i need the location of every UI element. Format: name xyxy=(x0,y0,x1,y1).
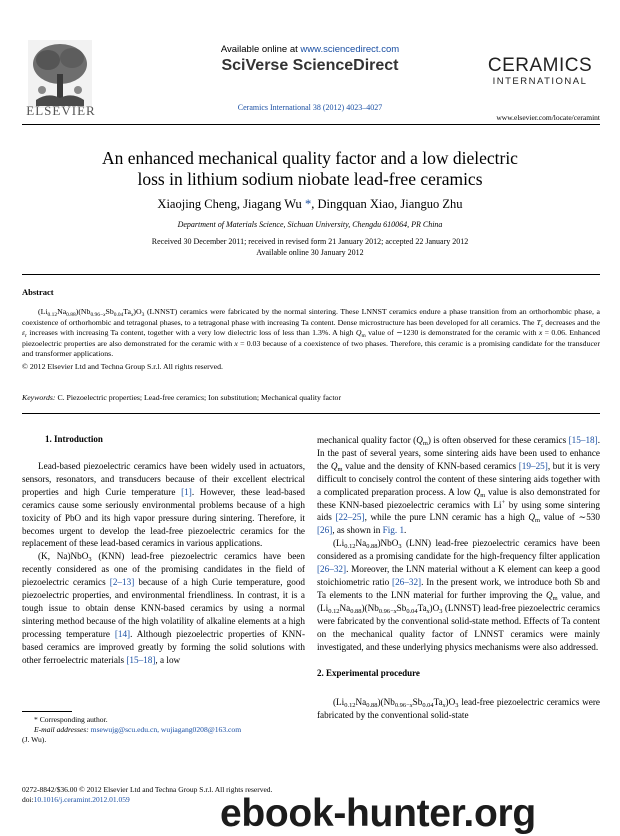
affiliation: Department of Materials Science, Sichuan University, Chengdu 610064, PR China xyxy=(177,220,443,229)
ref-link[interactable]: [19–25] xyxy=(518,460,548,471)
abstract-bottom-rule xyxy=(22,413,600,414)
abstract-heading: Abstract xyxy=(22,287,54,297)
abstract-top-rule xyxy=(22,274,600,275)
issn-doi: 0272-8842/$36.00 © 2012 Elsevier Ltd and Techna Group S.r.l. All rights reserved. doi:10.1016/j.ceramint.2012.01.059 xyxy=(22,785,273,804)
article-title: An enhanced mechanical quality factor and a low dielectric loss in lithium sodium niobate lead-free ceramics xyxy=(102,148,518,189)
footnote: * Corresponding author. E-mail addresses: msewujg@scu.edu.cn, wujiagang0208@163.com (J. Wu). xyxy=(22,715,242,744)
watermark: ebook-hunter.org xyxy=(220,792,536,835)
ref-link[interactable]: [26–32] xyxy=(392,576,422,587)
abstract-body: $(Li_{0.12}Na_{0.88})(Nb_{0.96-x}Sb_{0.04}Ta_x)O_3$ (LNNST) ceramics were fabricated by the normal sintering. These LNNST ceramics endure a phase transition from an orthorhombic phase, a coexistence of orthorhombic and tetragonal phases, to a tetragonal phase with increasing Ta content. Dense microstructure has been developed for all ceramics. The $T_c$ decreases and the $\varepsilon_r$ increases with increasing Ta content, together with a very low dielectric loss of less than 1.3%. A high $Q_m$ value of ∼1230 is demonstrated for the ceramic with x = 0.06. Enhanced piezoelectric properties are also demonstrated for the ceramic with x = 0.03 because of a coexistence of two phases. Therefore, this ceramic is a promising candidate for the transducer and transformer applications. © 2012 Elsevier Ltd and Techna Group S.r.l. All rights reserved. xyxy=(22,307,601,371)
header-rule xyxy=(22,124,600,125)
ref-link[interactable]: [26–32] xyxy=(317,564,347,575)
intro-heading: 1. Introduction xyxy=(45,434,103,444)
ref-link[interactable]: [1] xyxy=(181,486,192,497)
footnote-rule xyxy=(22,711,72,712)
journal-brand xyxy=(480,56,600,88)
journal-url-link[interactable]: www.elsevier.com/locate/ceramint xyxy=(496,113,600,122)
author-email-links[interactable]: msewujg@scu.edu.cn, wujiagang0208@163.com xyxy=(88,725,242,734)
ref-link[interactable]: [14] xyxy=(114,628,131,639)
figure-link[interactable]: Fig. 1 xyxy=(382,525,405,536)
intro-text: Lead-based piezoelectric ceramics have been widely used in actuators, sensors, resonators, and transducers because of their excellent electrical properties and high Curie temperature [1]. However, these lead-based ceramics cause some seriously environmental problems because of a high toxicity of PbO and its high vapor pressure during sintering. Therefore, it becomes urgent to develop the lead-free piezoelectric ceramics for the replacement of these lead-based ceramics in various applications. (K, Na)NbO$_3$ (KNN) lead-free piezoelectric ceramics have been recently considered as one of the promising candidates in the field of piezoelectric ceramics [2–13] because of a high Curie temperature, good piezoelectric properties, and environmental friendliness. In contrast, it is a tough issue to obtain dense KNN-based ceramics by using a normal sintering method because of the high volatility of alkaline elements at a high processing temperature [14]. Although piezoelectric properties of KNN-based ceramics are improved greatly by forming the solid solutions with other ferroelectric materials [15–18], a low xyxy=(22,461,306,665)
ref-link[interactable]: [15–18] xyxy=(126,654,156,665)
experimental-heading: 2. Experimental procedure xyxy=(317,668,420,678)
author-list: Xiaojing Cheng, Jiagang Wu *, Dingquan Xiao, Jianguo Zhu xyxy=(157,197,463,211)
available-online: Available online at www.sciencedirect.com xyxy=(220,44,400,55)
corresponding-author-mark[interactable]: * xyxy=(304,197,312,211)
article-dates: Received 30 December 2011; received in revised form 21 January 2012; accepted 22 January 2012 Available online 30 January 2012 xyxy=(151,237,469,257)
keywords: Keywords: C. Piezoelectric properties; Lead-free ceramics; Ion substitution; Mechanical quality factor xyxy=(22,393,342,402)
journal-brand-line1: CERAMICS xyxy=(487,55,593,76)
experimental-text: $(Li_{0.12}Na_{0.88})(Nb_{0.96-x}Sb_{0.04}Ta_x)O_3$ lead-free piezoelectric ceramics were fabricated by the conventional solid-state xyxy=(317,697,600,720)
ref-link[interactable]: [26] xyxy=(317,525,333,536)
abstract-copyright: © 2012 Elsevier Ltd and Techna Group S.r.l. All rights reserved. xyxy=(22,361,223,371)
doi-link[interactable]: 10.1016/j.ceramint.2012.01.059 xyxy=(33,795,130,804)
ref-link[interactable]: [22–25] xyxy=(335,512,365,523)
ref-link[interactable]: [2–13] xyxy=(109,577,135,588)
sciverse-brand: SciVerse ScienceDirect xyxy=(221,57,399,74)
ref-link[interactable]: [15–18] xyxy=(568,435,598,445)
journal-citation-link[interactable]: Ceramics International 38 (2012) 4023–4027 xyxy=(237,103,383,112)
journal-brand-line2: INTERNATIONAL xyxy=(492,76,588,87)
right-column-text: mechanical quality factor $(Q_m)$ is often observed for these ceramics [15–18]. In the past of several years, some sintering aids have been used to enhance the $Q_m$ value and the density of KNN-based ceramics [19–25], but it is very difficult to concisely control the content of these sintering aids together with a complicated preparation process. A low $Q_m$ value is also demonstrated for these KNN-based piezoelectric ceramics with Li+ by using some sintering aids [22–25], while the pure LNN ceramic has a high $Q_m$ value of ∼530 [26], as shown in Fig. 1. $(Li_{0.12}Na_{0.88})NbO_3$ (LNN) lead-free piezoelectric ceramics have been considered as a promising candidate for the high-frequency filter application [26–32]. Moreover, the LNN material without a K element can keep a good stoichiometric ratio [26–32]. In the present work, we introduce both Sb and Ta elements to the LNN material for further improving the $Q_m$ value, and $(Li_{0.12}Na_{0.88})(Nb_{0.96-x}Sb_{0.04}Ta_x)O_3$ (LNNST) lead-free piezoelectric ceramics were fabricated by the conventional solid-state method. Effects of Ta content on the mechanical quality factor of LNNST ceramics were mainly investigated, and these underlying physics mechanisms were also addressed. xyxy=(317,435,601,652)
sciencedirect-link[interactable]: www.sciencedirect.com xyxy=(300,44,400,55)
elsevier-wordmark: ELSEVIER xyxy=(26,103,96,118)
